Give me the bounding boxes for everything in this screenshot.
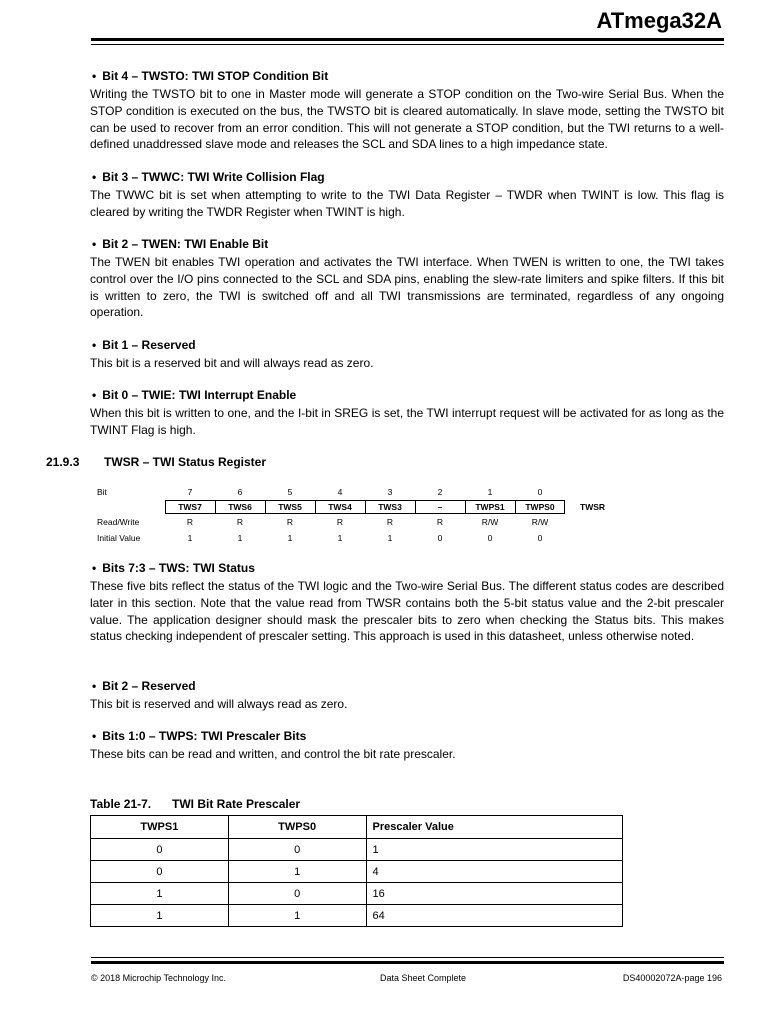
bit-name: TWS4 <box>328 502 352 512</box>
bit-name: TWS5 <box>278 502 302 512</box>
table-cell: 64 <box>366 905 623 927</box>
section-body: The TWEN bit enables TWI operation and activates the TWI interface. When TWEN is written to one, the TWI takes control over the I/O pins connected to the SCL and SDA pins, enabling the slew-rate limiters and spike filters. If this bit is written to zero, the TWI is switched off and all TWI transmissions are terminated, regardless of any ongoing operation. <box>90 255 724 320</box>
section-body: Writing the TWSTO bit to one in Master mode will generate a STOP condition on the Two-wire Serial Bus. When the STOP condition is executed on the bus, the TWSTO bit is cleared automatically. In slave mode, setting the TWSTO bit can be used to recover from an error condition. This will not generate a STOP condition, but the TWI returns to a well-defined unaddressed slave mode and releases the SCL and SDA lines to a high impedance state. <box>90 87 724 152</box>
bullet-icon: • <box>92 170 97 184</box>
section-heading: • Bit 1 – Reserved <box>92 338 196 352</box>
section-body: This bit is a reserved bit and will always read as zero. <box>90 356 374 370</box>
table-row <box>91 883 623 905</box>
rw-value: R <box>386 517 394 527</box>
bullet-icon: • <box>92 237 97 251</box>
section-twie <box>90 387 724 439</box>
section-bit1-reserved <box>90 337 724 372</box>
init-value: 1 <box>187 533 193 543</box>
header-rule-thick <box>91 38 724 41</box>
footer-rule-thick <box>91 961 724 964</box>
section-heading: • Bit 2 – Reserved <box>92 679 196 693</box>
footer-rule-thin <box>91 957 724 958</box>
section-bit2-reserved <box>90 678 724 713</box>
init-value: 1 <box>387 533 393 543</box>
bullet-icon: • <box>92 338 97 352</box>
section-tws <box>90 560 724 645</box>
table-caption <box>90 797 300 811</box>
section-heading: • Bit 2 – TWEN: TWI Enable Bit <box>92 237 269 251</box>
init-value: 0 <box>487 533 493 543</box>
bit-number: 2 <box>437 487 443 497</box>
subsection-number: 21.9.3 <box>46 455 80 469</box>
table-header-row <box>91 816 623 839</box>
section-twps <box>90 728 724 763</box>
bit-number: 5 <box>287 487 293 497</box>
table-header-cell: Prescaler Value <box>366 816 623 839</box>
table-cell: 1 <box>228 905 366 927</box>
bullet-icon: • <box>92 679 97 693</box>
bit-name: TWS6 <box>228 502 252 512</box>
table-cell: 1 <box>91 883 229 905</box>
table-cell: 0 <box>228 883 366 905</box>
table-row <box>91 905 623 927</box>
section-heading: • Bit 3 – TWWC: TWI Write Collision Flag <box>92 170 325 184</box>
footer-page-number: DS40002072A-page 196 <box>622 973 722 983</box>
init-value: 1 <box>337 533 343 543</box>
table-row <box>91 861 623 883</box>
rw-value: R/W <box>531 517 549 527</box>
section-heading: • Bit 4 – TWSTO: TWI STOP Condition Bit <box>92 69 329 83</box>
bit-number: 6 <box>237 487 243 497</box>
section-heading: • Bits 1:0 – TWPS: TWI Prescaler Bits <box>92 729 307 743</box>
bullet-icon: • <box>92 388 97 402</box>
table-cell: 1 <box>228 861 366 883</box>
prescaler-table <box>90 815 623 927</box>
section-heading: • Bit 0 – TWIE: TWI Interrupt Enable <box>92 388 297 402</box>
section-body: When this bit is written to one, and the I-bit in SREG is set, the TWI interrupt request will be activated for as long as the TWINT Flag is high. <box>90 406 724 437</box>
table-cell: 0 <box>228 839 366 861</box>
section-body: This bit is reserved and will always read as zero. <box>90 697 348 711</box>
rw-value: R <box>186 517 194 527</box>
section-body: These bits can be read and written, and control the bit rate prescaler. <box>90 747 456 761</box>
rw-value: R <box>236 517 244 527</box>
bit-number: 7 <box>187 487 193 497</box>
init-value: 0 <box>537 533 543 543</box>
footer-copyright: © 2018 Microchip Technology Inc. <box>91 973 227 983</box>
register-name: TWSR <box>580 502 606 512</box>
table-row <box>91 839 623 861</box>
bit-name: TWS3 <box>378 502 402 512</box>
rw-row-label: Read/Write <box>97 517 140 527</box>
bit-name: TWPS1 <box>475 502 505 512</box>
table-header-cell: TWPS0 <box>228 816 366 839</box>
section-heading: • Bits 7:3 – TWS: TWI Status <box>92 561 255 575</box>
subsection-title: TWSR – TWI Status Register <box>104 455 267 469</box>
table-cell: 0 <box>91 861 229 883</box>
bit-name: – <box>437 502 443 512</box>
bit-number: 1 <box>487 487 493 497</box>
bit-row-label: Bit <box>97 487 107 497</box>
bit-number: 0 <box>537 487 543 497</box>
rw-value: R <box>286 517 294 527</box>
bullet-icon: • <box>92 69 97 83</box>
bullet-icon: • <box>92 561 97 575</box>
init-value: 0 <box>437 533 443 543</box>
table-title: TWI Bit Rate Prescaler <box>172 797 301 811</box>
table-cell: 16 <box>366 883 623 905</box>
init-value: 1 <box>287 533 293 543</box>
section-body: These five bits reflect the status of the TWI logic and the Two-wire Serial Bus. The different status codes are described later in this section. Note that the value read from TWSR contains both the 5-bit status value and the 2-bit prescaler value. The application designer should mask the prescaler bits to zero when checking the Status bits. This makes status checking independent of prescaler setting. This approach is used in this datasheet, unless otherwise noted. <box>90 579 724 644</box>
section-twen <box>90 236 724 321</box>
footer-doc-type: Data Sheet Complete <box>380 973 467 983</box>
bit-name: TWS7 <box>178 502 202 512</box>
section-twsto <box>90 68 724 153</box>
table-cell: 1 <box>366 839 623 861</box>
section-body: The TWWC bit is set when attempting to write to the TWI Data Register – TWDR when TWINT is low. This flag is cleared by writing the TWDR Register when TWINT is high. <box>90 188 724 219</box>
table-header-cell: TWPS1 <box>91 816 229 839</box>
rw-value: R <box>336 517 344 527</box>
table-cell: 1 <box>91 905 229 927</box>
rw-value: R <box>436 517 444 527</box>
rw-value: R/W <box>481 517 499 527</box>
bit-number: 4 <box>337 487 343 497</box>
bullet-icon: • <box>92 729 97 743</box>
table-cell: 0 <box>91 839 229 861</box>
document-title: ATmega32A <box>596 8 722 33</box>
init-value: 1 <box>237 533 243 543</box>
bit-number: 3 <box>387 487 393 497</box>
table-cell: 4 <box>366 861 623 883</box>
subsection-heading <box>46 455 266 469</box>
init-row-label: Initial Value <box>97 533 141 543</box>
table-number: Table 21-7. <box>90 797 152 811</box>
bit-name: TWPS0 <box>525 502 555 512</box>
section-twwc <box>90 169 724 221</box>
header-rule-thin <box>91 44 724 45</box>
